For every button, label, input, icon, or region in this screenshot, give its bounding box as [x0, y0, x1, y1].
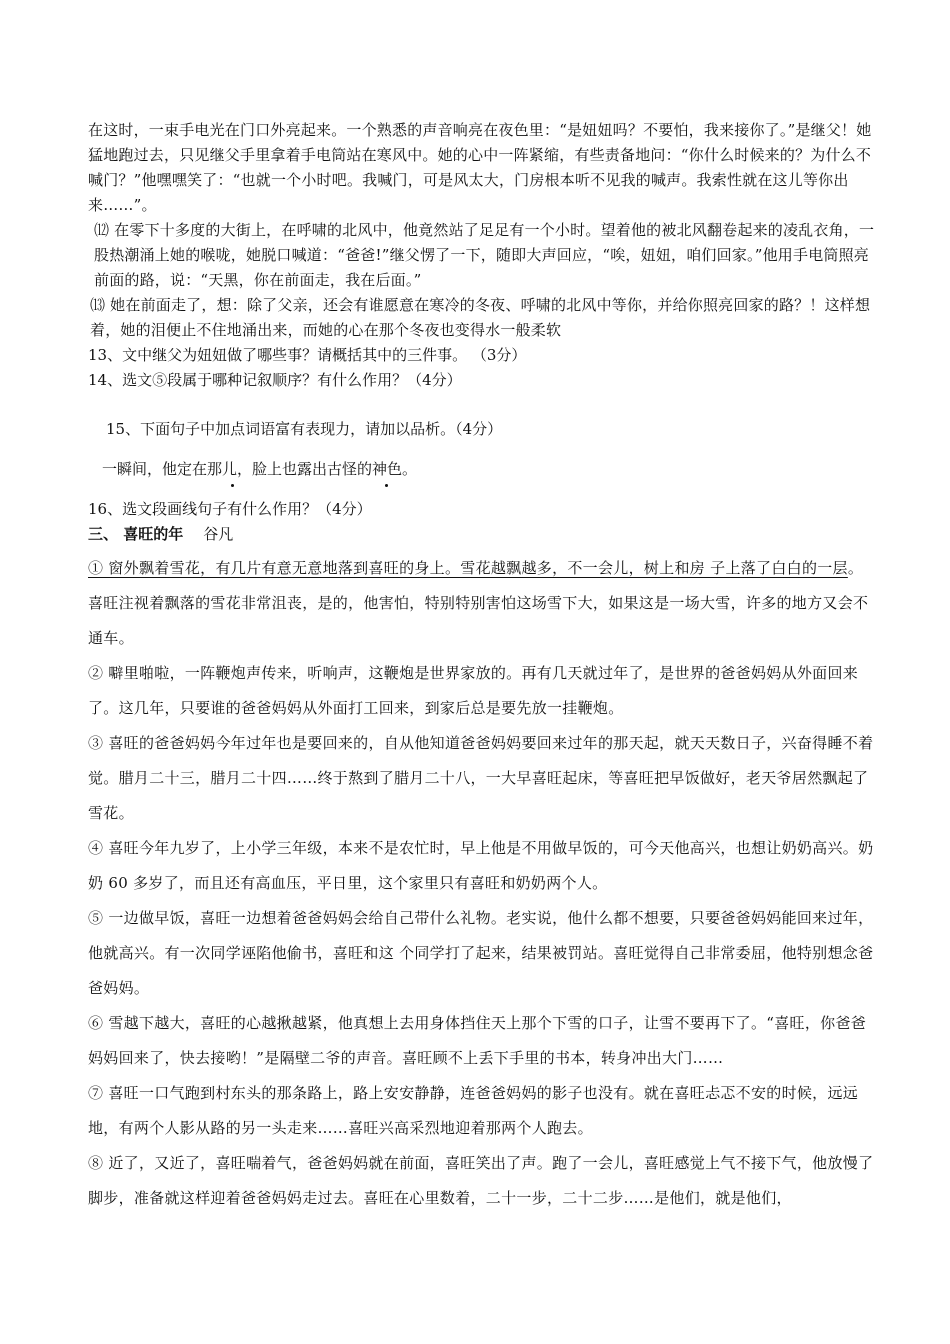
question-15: 15、下面句子中加点词语富有表现力，请加以品析。（4分）	[106, 420, 503, 438]
paragraph-13: ⒀ 她在前面走了，想：除了父亲，还会有谁愿意在寒冷的冬夜、呼啸的北风中等你，并给你照亮回家的路？！这样想着，她的泪便止不住地涌出来，而她的心在那个冬夜也变得水一般柔软	[90, 296, 871, 339]
question-13: 13、文中继父为妞妞做了哪些事？请概括其中的三件事。 （3分）	[88, 346, 527, 364]
section-3-paragraph-7: ⑦ 喜旺一口气跑到村东头的那条路上，路上安安静静，连爸爸妈妈的影子也没有。就在喜旺忐忑不安的时候，远远地，有两个人影从路的另一头走来……喜旺兴高采烈地迎着那两个人跑去。	[88, 1084, 859, 1137]
question-14: 14、选文⑤段属于哪种记叙顺序？有什么作用？（4分）	[88, 371, 462, 389]
section-3-paragraph-6: ⑥ 雪越下越大，喜旺的心越揪越紧，他真想上去用身体挡住天上那个下雪的口子，让雪不要再下了。“喜旺，你爸爸妈妈回来了，快去接哟！”是隔壁二爷的声音。喜旺顾不上丢下手里的书本，转身冲出大门……	[88, 1014, 867, 1067]
underlined-sentence: ① 窗外飘着雪花，有几片有意无意地落到喜旺的身上。雪花越飘越多，不一会儿，树上和房 子上落了白白的一层	[88, 559, 848, 577]
section-3-paragraph-8: ⑧ 近了，又近了，喜旺喘着气，爸爸妈妈就在前面，喜旺笑出了声。跑了一会儿，喜旺感觉上气不接下气，他放慢了脚步，准备就这样迎着爸爸妈妈走过去。喜旺在心里数着，二十一步，二十二步……是他们，就是他们，	[88, 1154, 874, 1207]
paragraph-11: 在这时，一束手电光在门口外亮起来。一个熟悉的声音响亮在夜色里：“是妞妞吗？不要怕，我来接你了。”是继父！她猛地跑过去，只见继父手里拿着手电筒站在寒风中。她的心中一阵紧缩，有些责备地问：“你什么时候来的？为什么不喊门？”他嘿嘿笑了：“也就一个小时吧。我喊门，可是风太大，门房根本听不见我的喊声。我索性就在这儿等你出来……”。	[88, 121, 872, 214]
paragraph-1-rest: 。喜旺注视着飘落的雪花非常沮丧，是的，他害怕，特别特别害怕这场雪下大，如果这是一场大雪，许多的地方又会不通车。	[88, 559, 869, 647]
question-16: 16、选文段画线句子有什么作用？（4分）	[88, 500, 372, 518]
question-15-sentence-text: 一瞬间，他定在那儿，脸上也露出古怪的神色。	[102, 460, 418, 478]
paragraph-12: ⑿ 在零下十多度的大街上，在呼啸的北风中，他竟然站了足足有一个小时。望着他的被北风翻卷起来的凌乱衣角，一股热潮涌上她的喉咙，她脱口喊道：“爸爸!”继父愣了一下，随即大声回应，“唉，妞妞，咱们回家。”他用手电筒照亮前面的路，说：“天黑，你在前面走，我在后面。”	[94, 221, 875, 289]
question-15-sentence	[88, 457, 878, 482]
section-3-paragraph-3: ③ 喜旺的爸爸妈妈今年过年也是要回来的，自从他知道爸爸妈妈要回来过年的那天起，就天天数日子，兴奋得睡不着觉。腊月二十三，腊月二十四……终于熬到了腊月二十八，一大早喜旺起床，等喜旺把早饭做好，老天爷居然飘起了雪花。	[88, 734, 874, 822]
section-3-paragraph-1	[88, 551, 878, 656]
section-3-paragraph-4: ④ 喜旺今年九岁了，上小学三年级，本来不是农忙时，早上他是不用做早饭的，可今天他高兴，也想让奶奶高兴。奶奶 60 多岁了，而且还有高血压，平日里，这个家里只有喜旺和奶奶两个人。	[88, 839, 874, 892]
section-3-title: 三、 喜旺的年	[88, 525, 184, 543]
emphasis-dot	[385, 484, 388, 487]
section-3-heading	[88, 522, 878, 547]
document-page	[88, 118, 878, 1216]
section-3-author: 谷凡	[203, 525, 234, 543]
emphasis-dot	[231, 484, 234, 487]
section-3-paragraph-5: ⑤ 一边做早饭，喜旺一边想着爸爸妈妈会给自己带什么礼物。老实说，他什么都不想要，只要爸爸妈妈能回来过年，他就高兴。有一次同学诬陷他偷书，喜旺和这 个同学打了起来，结果被罚站。喜旺觉得自己非常委屈，他特别想念爸爸妈妈。	[88, 909, 874, 997]
section-3-paragraph-2: ② 噼里啪啦，一阵鞭炮声传来，听响声，这鞭炮是世界家放的。再有几天就过年了，是世界的爸爸妈妈从外面回来了。这几年，只要谁的爸爸妈妈从外面打工回来，到家后总是要先放一挂鞭炮。	[88, 664, 859, 717]
